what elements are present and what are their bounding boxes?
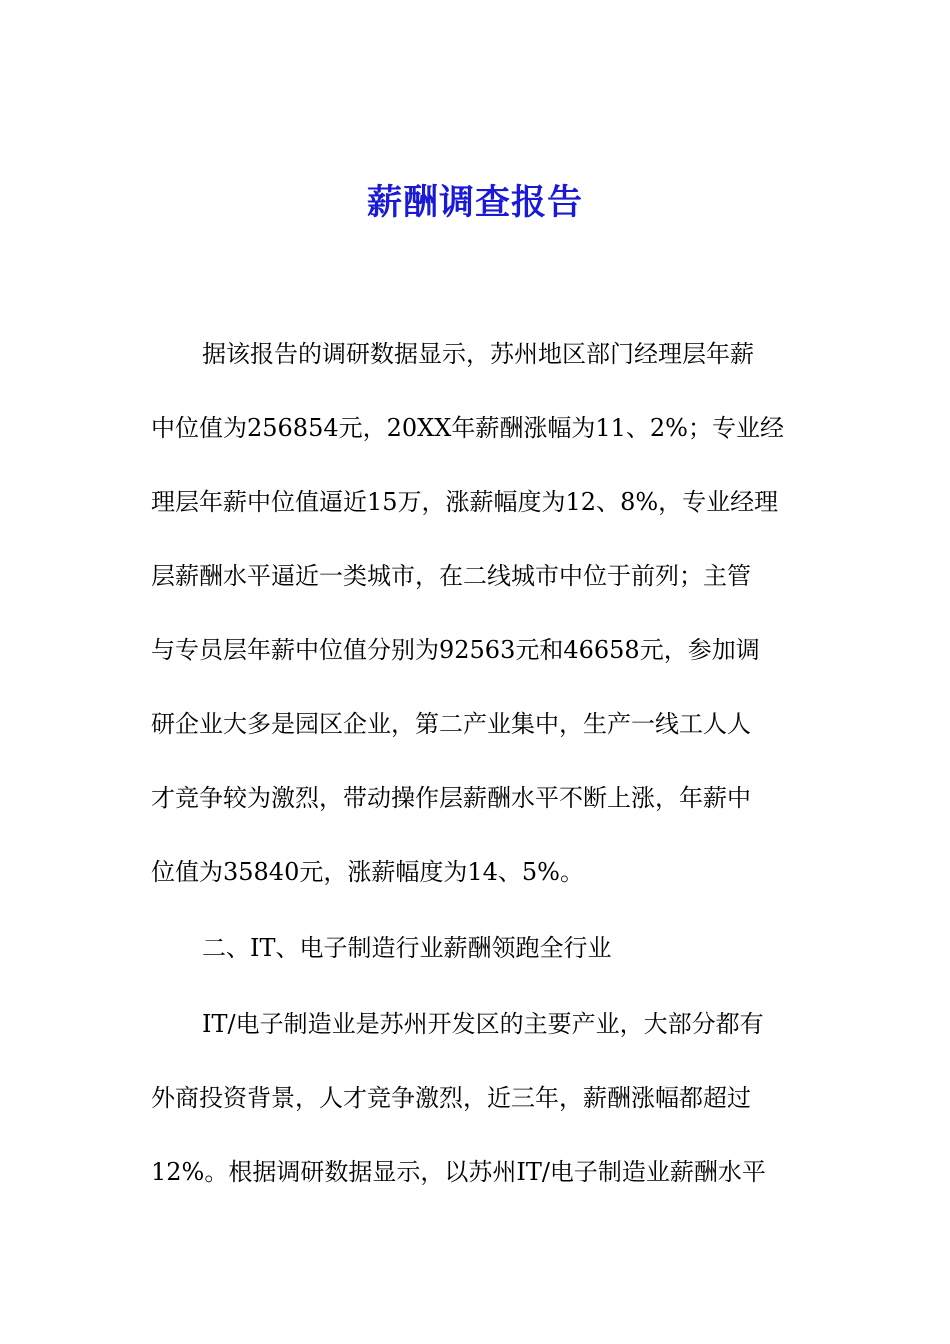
paragraph-line: 理层年薪中位值逼近15万，涨薪幅度为12、8%，专业经理 <box>151 488 779 516</box>
document-title: 薪酬调查报告 <box>366 182 583 223</box>
paragraph-line: 外商投资背景，人才竞争激烈，近三年，薪酬涨幅都超过 <box>151 1084 751 1112</box>
paragraph-line: 研企业大多是园区企业，第二产业集中，生产一线工人人 <box>151 710 751 738</box>
paragraph-line: IT/电子制造业是苏州开发区的主要产业，大部分都有 <box>202 1010 764 1038</box>
paragraph-line: 层薪酬水平逼近一类城市，在二线城市中位于前列；主管 <box>151 562 751 590</box>
paragraph-line: 才竞争较为激烈，带动操作层薪酬水平不断上涨，年薪中 <box>151 784 751 812</box>
paragraph-line: 与专员层年薪中位值分别为92563元和46658元，参加调 <box>151 636 760 664</box>
paragraph-line: 位值为35840元，涨薪幅度为14、5%。 <box>151 858 584 886</box>
paragraph-line: 据该报告的调研数据显示，苏州地区部门经理层年薪 <box>202 340 754 368</box>
paragraph-line: 中位值为256854元，20XX年薪酬涨幅为11、2%；专业经 <box>151 414 784 442</box>
paragraph-line: 12%。根据调研数据显示，以苏州IT/电子制造业薪酬水平 <box>151 1158 766 1186</box>
section-heading: 二、IT、电子制造行业薪酬领跑全行业 <box>202 934 612 962</box>
